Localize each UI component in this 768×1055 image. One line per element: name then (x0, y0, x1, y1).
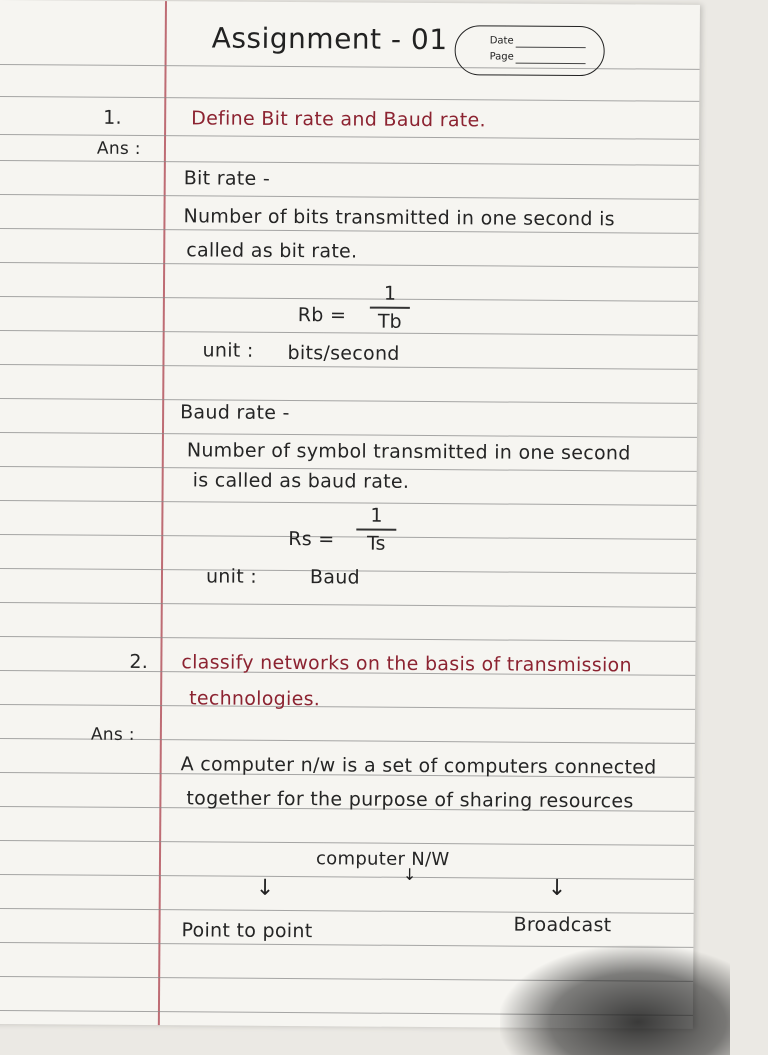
ruled-line (0, 262, 698, 268)
fraction-numerator: 1 (383, 282, 397, 305)
ruled-line (0, 636, 696, 642)
arrow-down-icon: ↓ (547, 875, 567, 901)
answer-label: Ans : (96, 138, 141, 159)
formula-lhs: Rb = (297, 304, 347, 327)
arrow-down-icon: ↓ (402, 864, 417, 884)
fraction-bar (370, 307, 410, 309)
unit-value: bits/second (287, 342, 400, 365)
date-line (516, 47, 586, 48)
ruled-line (0, 500, 696, 506)
question-text: classify networks on the basis of transmission (181, 651, 632, 677)
bit-rate-heading: Bit rate - (183, 167, 271, 190)
answer-text: A computer n/w is a set of computers connected (180, 753, 657, 779)
bit-rate-definition: called as bit rate. (186, 239, 358, 263)
ruled-line (0, 602, 696, 608)
diagram-branch-left: Point to point (181, 919, 313, 943)
ruled-line (0, 160, 699, 166)
ruled-line (0, 296, 698, 302)
baud-rate-heading: Baud rate - (180, 401, 290, 425)
question-text: Define Bit rate and Baud rate. (191, 107, 486, 132)
date-label: Date (489, 35, 514, 47)
unit-label: unit : (202, 339, 254, 362)
question-number: 1. (103, 106, 122, 129)
bit-rate-definition: Number of bits transmitted in one second is (183, 205, 615, 231)
date-page-stamp (454, 25, 604, 76)
question-number: 2. (129, 650, 149, 674)
fraction-denominator: Ts (366, 532, 386, 555)
fraction (356, 505, 396, 555)
arrow-down-icon: ↓ (255, 875, 275, 901)
ruled-line (0, 874, 694, 880)
ruled-line (0, 194, 699, 200)
answer-label: Ans : (90, 724, 135, 745)
ruled-line (0, 840, 694, 846)
unit-value: Baud (309, 566, 361, 589)
page-label: Page (489, 51, 514, 63)
fraction-bar (356, 529, 396, 531)
diagram-root: computer N/W (315, 848, 450, 871)
answer-text: together for the purpose of sharing resources (186, 787, 634, 813)
ruled-line (0, 330, 698, 336)
ruled-line (0, 432, 697, 438)
formula-lhs: Rs = (288, 528, 335, 551)
question-text: technologies. (189, 687, 321, 711)
diagram-branch-right: Broadcast (513, 913, 612, 937)
ruled-line (0, 908, 694, 914)
margin-line (158, 1, 167, 1025)
fraction-numerator: 1 (370, 504, 383, 527)
unit-label: unit : (205, 565, 258, 588)
ruled-line (0, 364, 697, 370)
baud-rate-definition: is called as baud rate. (192, 469, 410, 493)
page-line (516, 63, 586, 64)
photo-shadow (500, 945, 730, 1055)
baud-rate-definition: Number of symbol transmitted in one second (186, 439, 631, 465)
ruled-line (0, 398, 697, 404)
ruled-line (0, 96, 699, 102)
ruled-line (0, 704, 695, 710)
fraction-denominator: Tb (377, 310, 402, 333)
ruled-line (0, 534, 696, 540)
page-title: Assignment - 01 (211, 21, 448, 57)
fraction (370, 283, 410, 333)
